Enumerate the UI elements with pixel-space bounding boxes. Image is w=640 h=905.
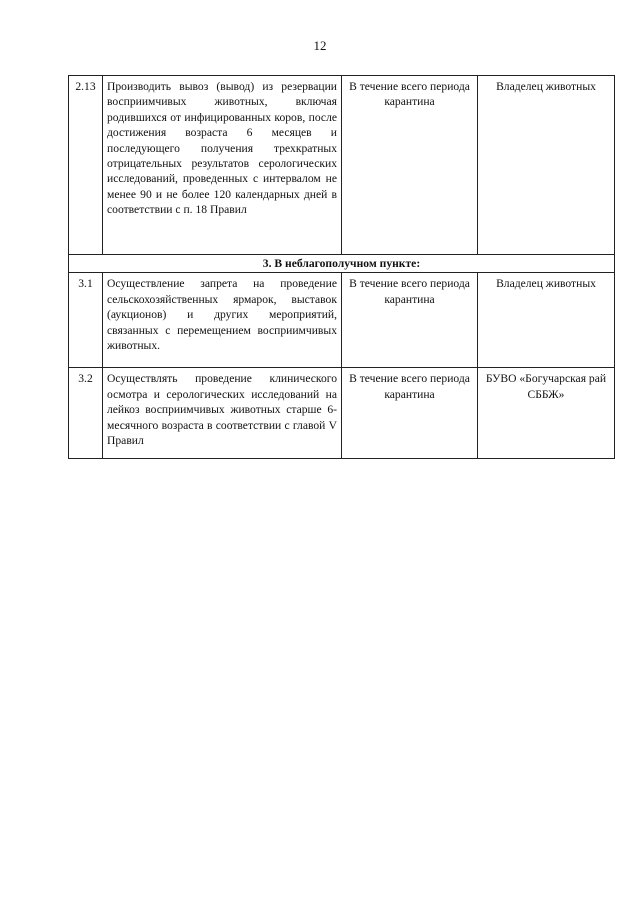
row-responsible: Владелец животных bbox=[478, 76, 615, 255]
row-responsible: Владелец животных bbox=[478, 273, 615, 368]
row-number: 3.2 bbox=[69, 368, 103, 459]
table-row bbox=[69, 368, 615, 459]
row-number: 2.13 bbox=[69, 76, 103, 255]
table-row bbox=[69, 76, 615, 255]
row-term: В течение всего периода карантина bbox=[342, 273, 478, 368]
row-action: Осуществление запрета на проведение сельскохозяйственных ярмарок, выставок (аукционов) и других мероприятий, связанных с перемещением восприимчивых животных. bbox=[103, 273, 342, 368]
section-title: 3. В неблагополучном пункте: bbox=[69, 255, 615, 273]
page-number: 12 bbox=[313, 38, 327, 53]
row-term: В течение всего периода карантина bbox=[342, 76, 478, 255]
row-number: 3.1 bbox=[69, 273, 103, 368]
section-header-row bbox=[69, 255, 615, 273]
measures-table bbox=[68, 75, 615, 459]
row-term: В течение всего периода карантина bbox=[342, 368, 478, 459]
row-responsible: БУВО «Богучарская рай СББЖ» bbox=[478, 368, 615, 459]
table-row bbox=[69, 273, 615, 368]
row-action: Осуществлять проведение клинического осмотра и серологических исследований на лейкоз восприимчивых животных старше 6-месячного возраста в соответствии с главой V Правил bbox=[103, 368, 342, 459]
row-action: Производить вывоз (вывод) из резервации восприимчивых животных, включая родившихся от инфицированных коров, после достижения возраста 6 месяцев и последующего получения трехкратных отрицательных результатов серологических исследований, проведенных с интервалом не менее 90 и не более 120 календарных дней в соответствии с п. 18 Правил bbox=[103, 76, 342, 255]
